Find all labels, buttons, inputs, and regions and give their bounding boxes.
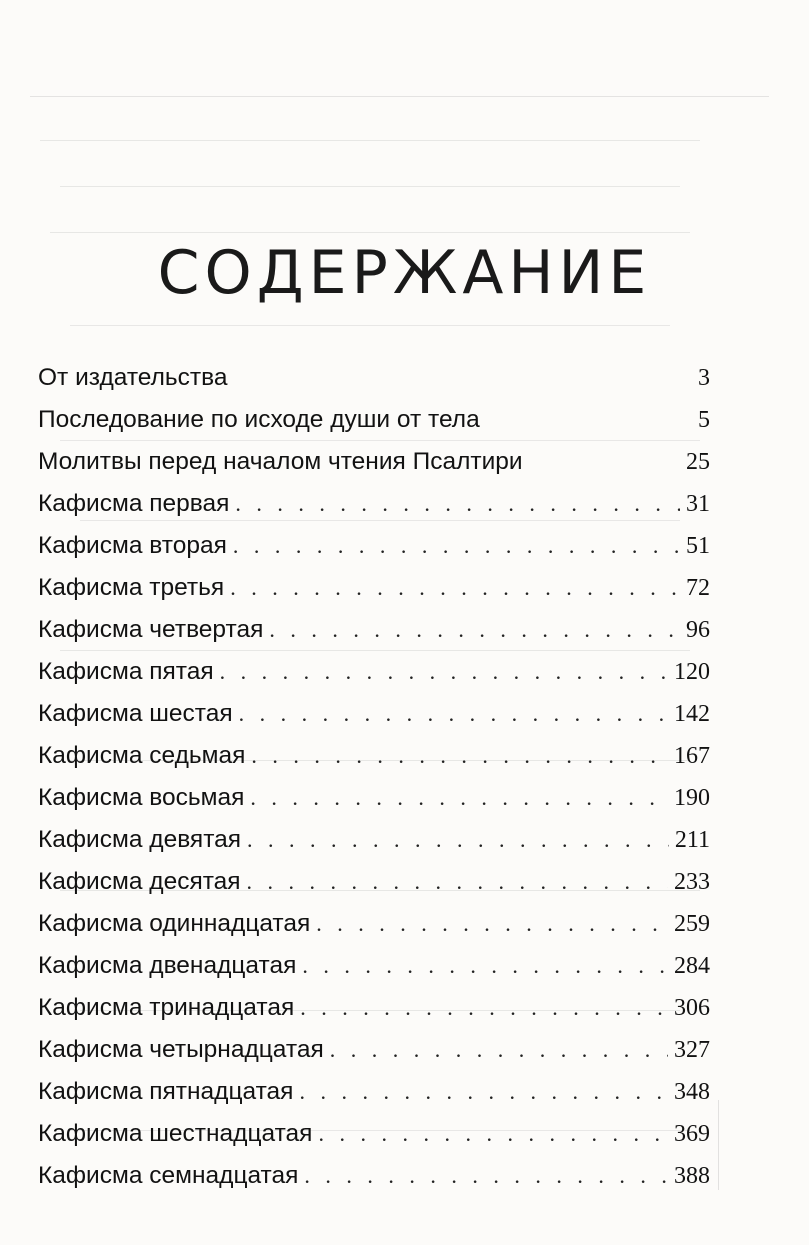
toc-entry-page: 190 bbox=[674, 785, 710, 811]
toc-entry-title: Кафисма четырнадцатая bbox=[38, 1036, 324, 1063]
toc-leader-dots bbox=[230, 567, 680, 609]
toc-entry-page: 259 bbox=[674, 911, 710, 937]
toc-leader-dots bbox=[247, 819, 669, 861]
toc-entry bbox=[38, 651, 710, 693]
toc-entry-page: 388 bbox=[674, 1163, 710, 1189]
margin-mark bbox=[700, 1100, 719, 1190]
toc-entry-page: 233 bbox=[674, 869, 710, 895]
toc-leader-dots bbox=[304, 1155, 668, 1197]
toc-entry bbox=[38, 399, 710, 441]
toc-leader-dots bbox=[269, 609, 680, 651]
toc-leader-dots bbox=[299, 1071, 668, 1113]
toc-entry-title: Кафисма первая bbox=[38, 490, 230, 517]
toc-leader-dots bbox=[235, 483, 680, 525]
toc-entry-page: 5 bbox=[698, 407, 710, 433]
toc-entry bbox=[38, 777, 710, 819]
toc-entry bbox=[38, 567, 710, 609]
toc-entry-page: 120 bbox=[674, 659, 710, 685]
toc-entry-page: 51 bbox=[686, 533, 710, 559]
toc-leader-dots bbox=[233, 525, 680, 567]
toc-entry-page: 348 bbox=[674, 1079, 710, 1105]
toc-leader-dots bbox=[316, 903, 668, 945]
toc-leader-dots bbox=[330, 1029, 668, 1071]
show-through-rule bbox=[60, 186, 680, 187]
toc-entry-page: 211 bbox=[674, 827, 710, 853]
toc-entry bbox=[38, 1071, 710, 1113]
toc-entry-title: Кафисма третья bbox=[38, 574, 225, 601]
toc-entry bbox=[38, 819, 710, 861]
toc-entry-title: Молитвы перед началом чтения Псалтири bbox=[38, 448, 523, 475]
toc-entry bbox=[38, 483, 710, 525]
toc-entry bbox=[38, 1029, 710, 1071]
toc-entry-title: Кафисма тринадцатая bbox=[38, 994, 295, 1021]
toc-entry-title: Кафисма пятая bbox=[38, 658, 214, 685]
toc-entry-title: Кафисма двенадцатая bbox=[38, 952, 297, 979]
toc-entry bbox=[38, 1113, 710, 1155]
toc-entry-page: 327 bbox=[674, 1037, 710, 1063]
toc-entry-page: 167 bbox=[674, 743, 710, 769]
toc-entry-page: 25 bbox=[686, 449, 710, 475]
toc-entry-title: Последование по исходе души от тела bbox=[38, 406, 480, 433]
toc-leader-dots bbox=[247, 861, 668, 903]
toc-entry bbox=[38, 945, 710, 987]
show-through-rule bbox=[70, 325, 670, 326]
toc-entry-title: Кафисма десятая bbox=[38, 868, 241, 895]
toc-leader-dots bbox=[220, 651, 668, 693]
toc-leader-dots bbox=[239, 693, 668, 735]
toc-entry bbox=[38, 735, 710, 777]
toc-entry-title: Кафисма пятнадцатая bbox=[38, 1078, 294, 1105]
toc-entry bbox=[38, 693, 710, 735]
toc-entry-title: Кафисма восьмая bbox=[38, 784, 245, 811]
show-through-header-rule bbox=[30, 96, 769, 97]
toc-entry bbox=[38, 1155, 710, 1197]
toc-entry-page: 72 bbox=[686, 575, 710, 601]
toc-entry-title: Кафисма седьмая bbox=[38, 742, 246, 769]
toc-entry-page: 284 bbox=[674, 953, 710, 979]
toc-leader-dots bbox=[250, 777, 668, 819]
toc-leader-dots bbox=[251, 735, 668, 777]
toc-leader-dots bbox=[318, 1113, 668, 1155]
toc-entry-title: Кафисма семнадцатая bbox=[38, 1162, 299, 1189]
toc-entry bbox=[38, 861, 710, 903]
toc-entry-page: 31 bbox=[686, 491, 710, 517]
toc-entry bbox=[38, 357, 710, 399]
toc-entry-title: Кафисма вторая bbox=[38, 532, 227, 559]
toc-entry bbox=[38, 441, 710, 483]
toc-entry bbox=[38, 609, 710, 651]
toc-leader-dots bbox=[300, 987, 668, 1029]
toc-entry bbox=[38, 903, 710, 945]
toc-entry-title: Кафисма одиннадцатая bbox=[38, 910, 311, 937]
toc-entry-title: Кафисма шестнадцатая bbox=[38, 1120, 313, 1147]
toc-entry-title: Кафисма шестая bbox=[38, 700, 233, 727]
toc-entry-page: 3 bbox=[698, 365, 710, 391]
toc-entry bbox=[38, 987, 710, 1029]
toc-entry-page: 96 bbox=[686, 617, 710, 643]
toc-entry-title: Кафисма девятая bbox=[38, 826, 242, 853]
toc-entry-title: От издательства bbox=[38, 364, 228, 391]
toc-entry bbox=[38, 525, 710, 567]
toc-entry-page: 369 bbox=[674, 1121, 710, 1147]
toc-entry-title: Кафисма четвертая bbox=[38, 616, 264, 643]
toc-entry-page: 142 bbox=[674, 701, 710, 727]
table-of-contents bbox=[38, 357, 710, 1197]
show-through-rule bbox=[50, 232, 690, 233]
toc-leader-dots bbox=[302, 945, 668, 987]
toc-entry-page: 306 bbox=[674, 995, 710, 1021]
page-title: СОДЕРЖАНИЕ bbox=[157, 238, 652, 308]
show-through-rule bbox=[40, 140, 700, 141]
